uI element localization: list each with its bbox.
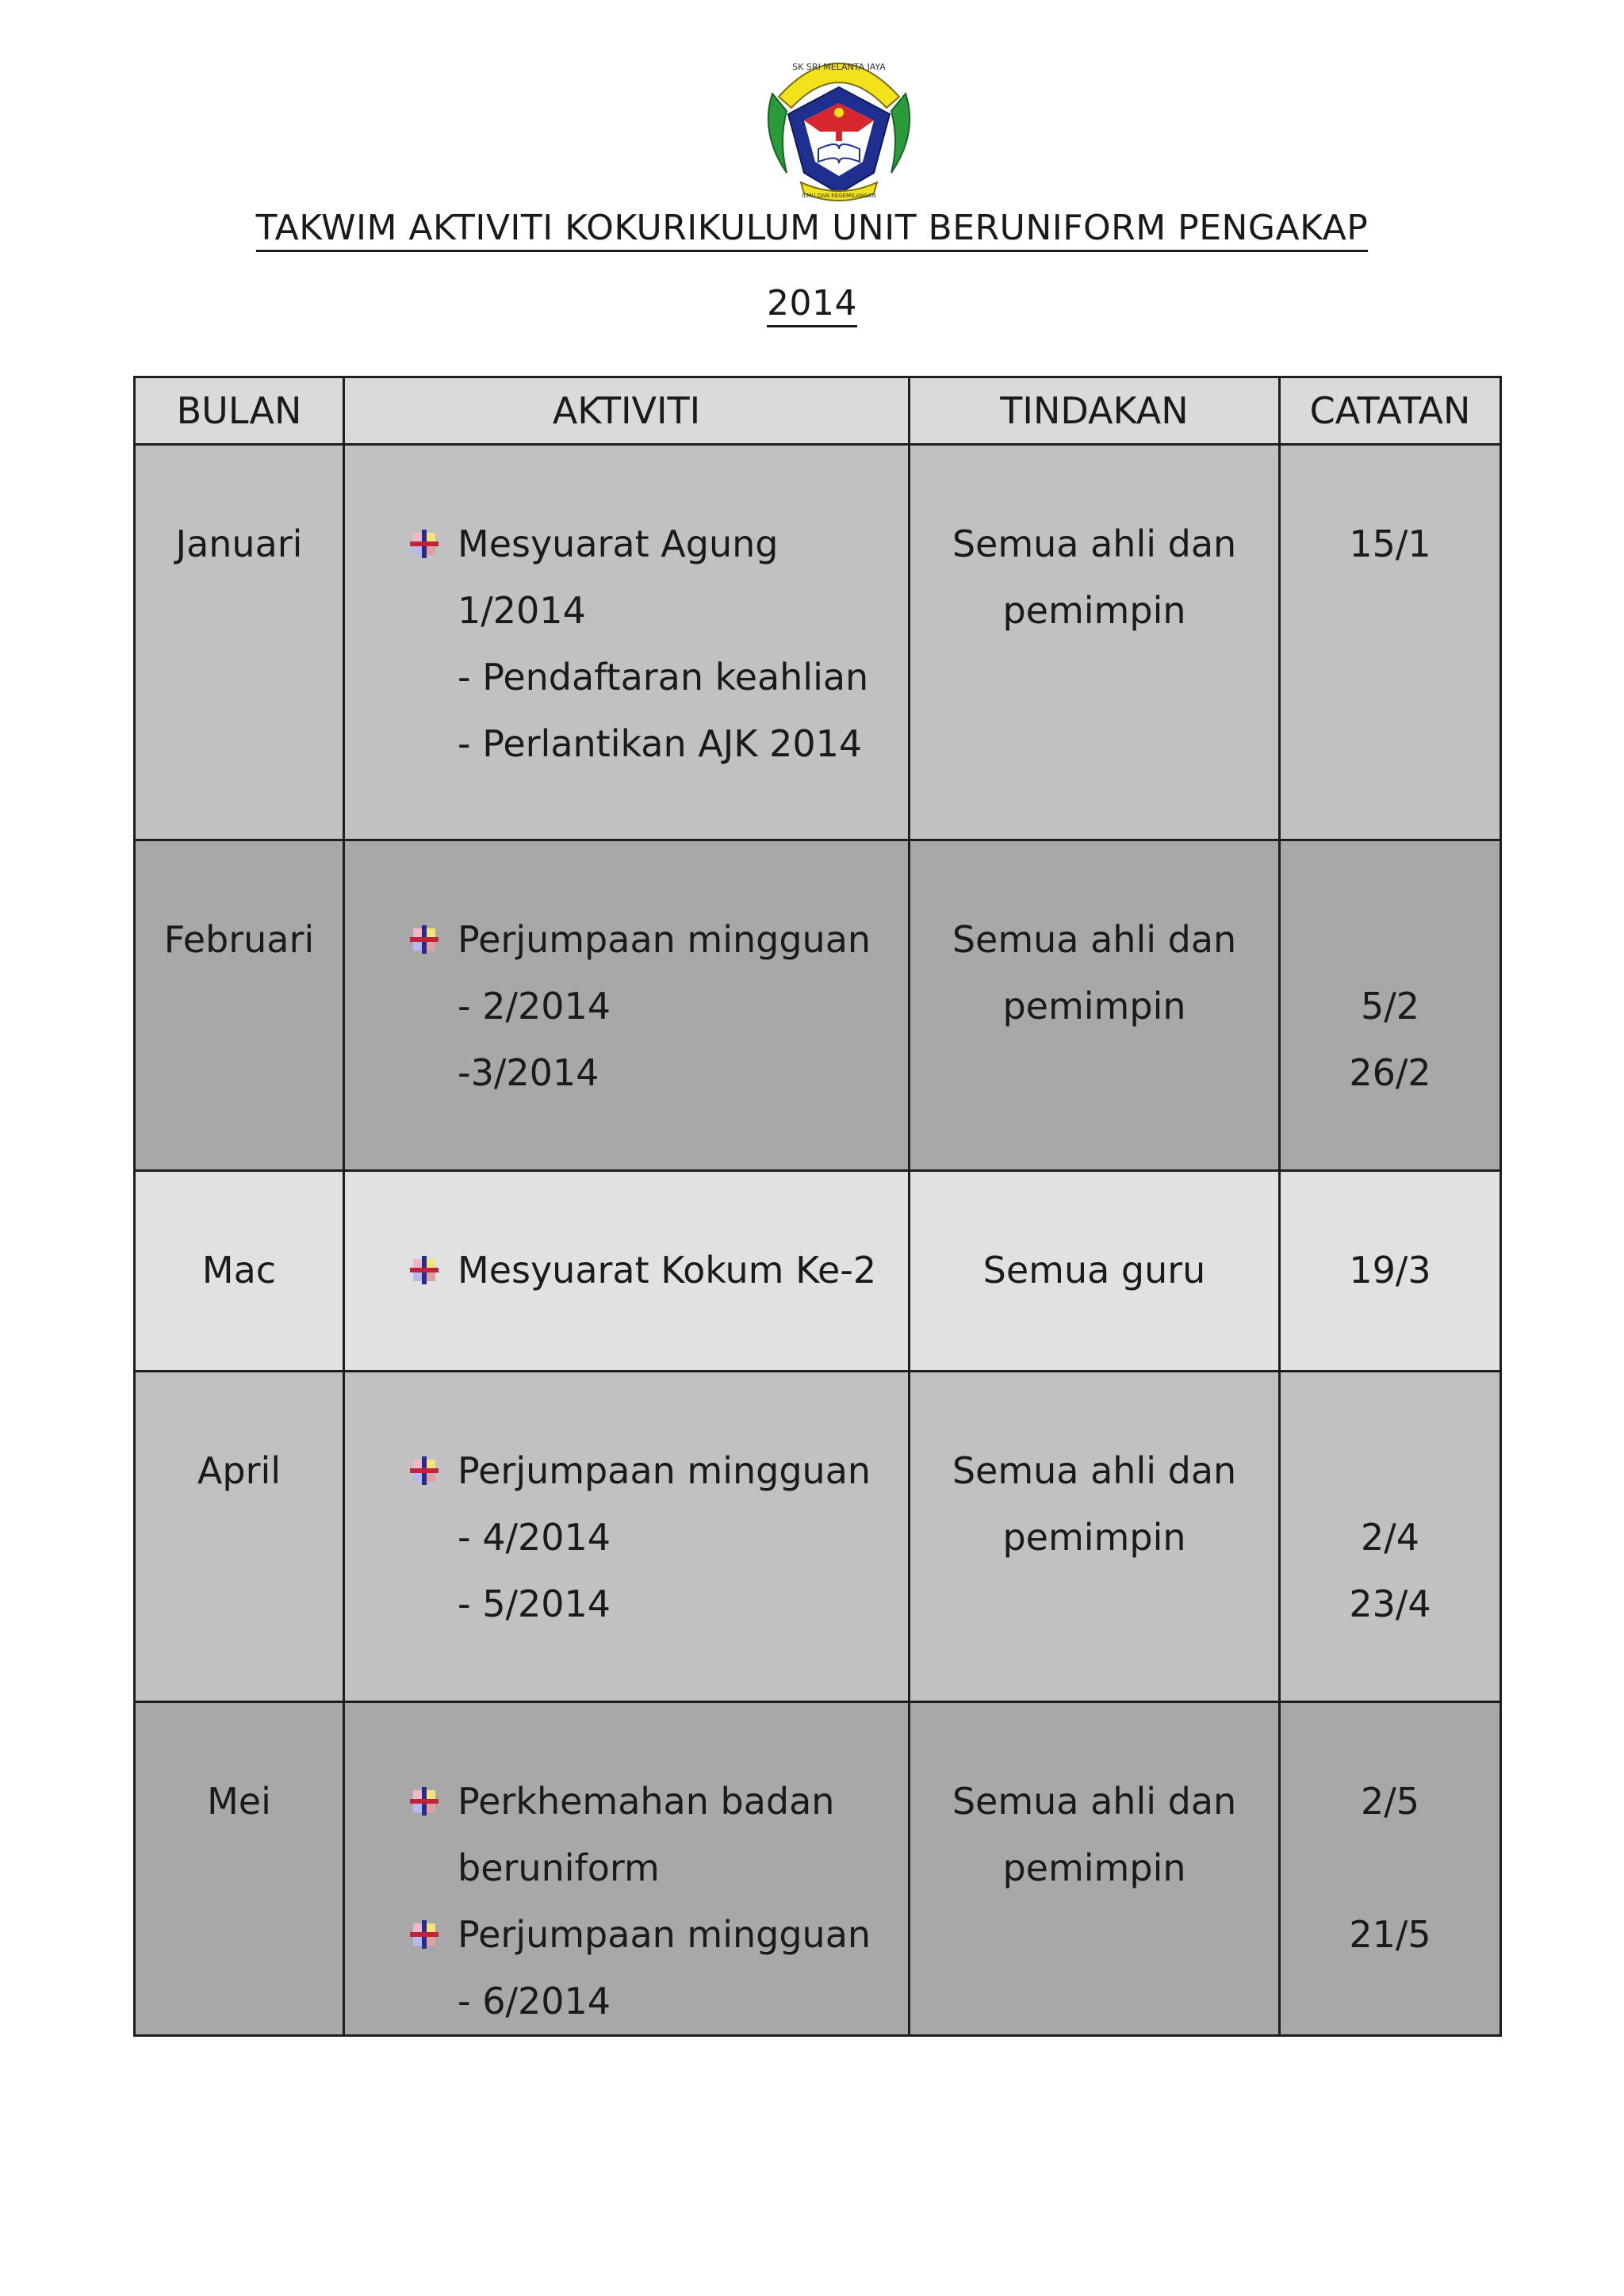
cell-catatan [1280, 1372, 1501, 1702]
cell-bulan [135, 840, 344, 1171]
table-row [135, 1372, 1501, 1702]
month-label: Januari [175, 522, 303, 565]
note-date: 23/4 [1349, 1582, 1431, 1625]
activity-calendar-table [133, 376, 1502, 2037]
month-label: Mei [207, 1780, 271, 1823]
note-date: 2/4 [1360, 1516, 1420, 1559]
activity-text: -3/2014 [458, 1051, 599, 1094]
activity-text: beruniform [458, 1846, 660, 1889]
note-date: 21/5 [1349, 1913, 1431, 1956]
cell-bulan [135, 1171, 344, 1372]
plus-bullet-icon [408, 528, 440, 560]
activity-subitem [408, 1571, 908, 1637]
activity-list [345, 1172, 908, 1303]
note-date: 19/3 [1349, 1249, 1431, 1292]
note-date [1281, 906, 1500, 973]
logo-ring-text-bottom: ILMU DAN KEGEMILANGAN [802, 193, 876, 199]
activity-item [408, 1437, 908, 1504]
month-label: Februari [163, 918, 315, 961]
table-body [135, 445, 1501, 2036]
activity-text: - 4/2014 [458, 1516, 611, 1559]
action-text: pemimpin [1002, 1846, 1186, 1889]
cell-tindakan [910, 840, 1280, 1171]
activity-item [408, 511, 908, 577]
cell-catatan [1280, 1702, 1501, 2036]
plus-bullet-icon [408, 924, 440, 955]
activity-text: 1/2014 [458, 589, 586, 632]
activity-list [345, 841, 908, 1106]
activity-text: Perjumpaan mingguan [458, 918, 871, 961]
activity-text: Mesyuarat Agung [458, 522, 779, 565]
cell-catatan [1280, 1171, 1501, 1372]
activity-subitem [408, 973, 908, 1039]
note-date: 5/2 [1360, 985, 1420, 1027]
activity-text: Perkhemahan badan [458, 1780, 835, 1823]
cell-aktiviti [344, 1171, 910, 1372]
table-row [135, 840, 1501, 1171]
activity-text: - 6/2014 [458, 1980, 611, 2022]
activity-text: - Pendaftaran keahlian [458, 656, 869, 698]
activity-text: - Perlantikan AJK 2014 [458, 722, 863, 765]
action-text: pemimpin [1002, 985, 1186, 1027]
action-text: Semua ahli dan [952, 1449, 1237, 1492]
header-catatan: CATATAN [1280, 377, 1501, 445]
activity-text: Perjumpaan mingguan [458, 1449, 871, 1492]
action-text: pemimpin [1002, 589, 1186, 632]
note-date: 26/2 [1349, 1051, 1431, 1094]
page-title [0, 208, 1624, 248]
activity-subitem [408, 1835, 908, 1901]
plus-bullet-icon [408, 1455, 440, 1487]
cell-catatan [1280, 840, 1501, 1171]
table-row [135, 1702, 1501, 2036]
plus-bullet-icon [408, 1254, 440, 1286]
action-text: Semua ahli dan [952, 918, 1237, 961]
cell-bulan [135, 1702, 344, 2036]
cell-aktiviti [344, 1702, 910, 2036]
action-text: Semua guru [982, 1249, 1206, 1292]
activity-subitem [408, 1039, 908, 1106]
header-aktiviti: AKTIVITI [344, 377, 910, 445]
note-date [1281, 1437, 1500, 1504]
table-header-row [135, 377, 1501, 445]
activity-text: Perjumpaan mingguan [458, 1913, 871, 1956]
activity-item [408, 1768, 908, 1835]
activity-item [408, 1237, 908, 1303]
activity-subitem [408, 1504, 908, 1571]
cell-aktiviti [344, 1372, 910, 1702]
cell-aktiviti [344, 445, 910, 840]
activity-list [345, 1703, 908, 2034]
activity-item [408, 906, 908, 973]
activity-text: - 2/2014 [458, 985, 611, 1027]
cell-bulan [135, 445, 344, 840]
table-row [135, 1171, 1501, 1372]
action-text: Semua ahli dan [952, 522, 1237, 565]
action-text: Semua ahli dan [952, 1780, 1237, 1823]
activity-list [345, 446, 908, 777]
page-year-text: 2014 [767, 283, 857, 327]
activity-subitem [408, 644, 908, 710]
month-label: Mac [201, 1249, 277, 1292]
table-row [135, 445, 1501, 840]
activity-subitem [408, 1968, 908, 2034]
action-text: pemimpin [1002, 1516, 1186, 1559]
cell-catatan [1280, 445, 1501, 840]
page-title-text: TAKWIM AKTIVITI KOKURIKULUM UNIT BERUNIFORM PENGAKAP [256, 208, 1369, 252]
page-subtitle-year [0, 283, 1624, 323]
cell-tindakan [910, 445, 1280, 840]
note-date: 15/1 [1349, 522, 1431, 565]
cell-bulan [135, 1372, 344, 1702]
activity-item [408, 1901, 908, 1968]
activity-text: Mesyuarat Kokum Ke-2 [458, 1249, 877, 1292]
school-crest-logo [755, 38, 923, 206]
activity-list [345, 1372, 908, 1637]
header-tindakan: TINDAKAN [910, 377, 1280, 445]
activity-text: - 5/2014 [458, 1582, 611, 1625]
plus-bullet-icon [408, 1919, 440, 1950]
cell-tindakan [910, 1171, 1280, 1372]
logo-ring-text-top: SK SRI MELANTA JAYA [792, 62, 886, 72]
plus-bullet-icon [408, 1785, 440, 1817]
cell-aktiviti [344, 840, 910, 1171]
cell-tindakan [910, 1372, 1280, 1702]
header-bulan: BULAN [135, 377, 344, 445]
activity-subitem [408, 710, 908, 777]
activity-subitem [408, 577, 908, 644]
note-date [1281, 1835, 1500, 1901]
note-date: 2/5 [1360, 1780, 1420, 1823]
month-label: April [197, 1449, 282, 1492]
cell-tindakan [910, 1702, 1280, 2036]
